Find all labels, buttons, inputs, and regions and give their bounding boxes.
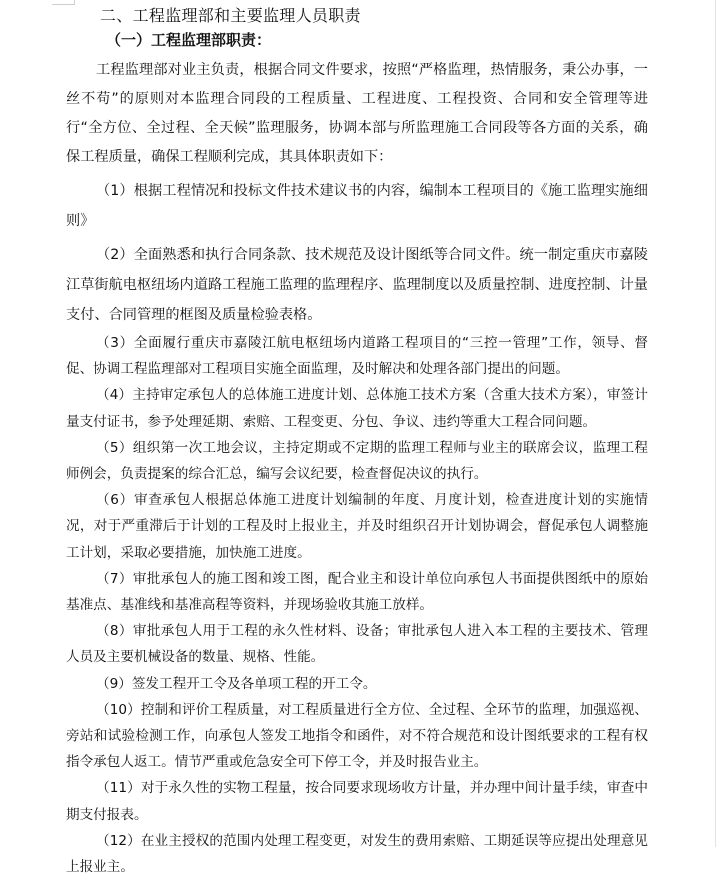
page-corner-mark — [52, 0, 75, 5]
duty-item-10: （10）控制和评价工程质量，对工程质量进行全方位、全过程、全环节的监理，加强巡视、旁站和试验检测工作，向承包人签发工地指令和函件，对不符合规范和设计图纸要求的工程有权指令承包人返工。情节严重或危急安全可下停工令，并及时报告业主。 — [66, 701, 648, 771]
duty-item-4: （4）主持审定承包人的总体施工进度计划、总体施工技术方案（含重大技术方案），审签计量支付证书，参予处理延期、索赔、工程变更、分包、争议、违约等重大工程合同问题。 — [66, 387, 648, 430]
section-heading: 二、工程监理部和主要监理人员职责 — [100, 6, 361, 25]
intro-paragraph: 工程监理部对业主负责，根据合同文件要求，按照“严格监理，热情服务，秉公办事，一丝不苟”的原则对本监理合同段的工程质量、工程进度、工程投资、合同和安全管理等进行“全方位、全过程、全天候”监理服务，协调本部与所监理施工合同段等各方面的关系，确保工程质量，确保工程顺利完成，其具体职责如下： — [66, 62, 648, 165]
duty-item-11: （11）对于永久性的实物工程量，按合同要求现场收方计量，并办理中间计量手续，审查中期支付报表。 — [66, 780, 648, 823]
duty-item-8: （8）审批承包人用于工程的永久性材料、设备；审批承包人进入本工程的主要技术、管理人员及主要机械设备的数量、规格、性能。 — [66, 623, 648, 666]
duty-item-2: （2）全面熟悉和执行合同条款、技术规范及设计图纸等合同文件。统一制定重庆市嘉陵江草街航电枢纽场内道路工程施工监理的监理程序、监理制度以及质量控制、进度控制、计量支付、合同管理的框图及质量检验表格。 — [66, 247, 648, 323]
duty-item-6: （6）审查承包人根据总体施工进度计划编制的年度、月度计划，检查进度计划的实施情况，对于严重滞后于计划的工程及时上报业主，并及时组织召开计划协调会，督促承包人调整施工计划，采取必要措施，加快施工进度。 — [66, 492, 648, 561]
duty-item-3: （3）全面履行重庆市嘉陵江航电枢纽场内道路工程项目的“三控一管理”工作，领导、督促、协调工程监理部对工程项目实施全面监理，及时解决和处理各部门提出的问题。 — [66, 335, 648, 378]
subsection-heading: （一）工程监理部职责： — [106, 31, 272, 49]
duty-item-9: （9）签发工程开工令及各单项工程的开工令。 — [96, 675, 377, 692]
duty-item-1: （1）根据工程情况和投标文件技术建议书的内容，编制本工程项目的《施工监理实施细则》 — [66, 183, 648, 229]
document-body — [66, 6, 648, 880]
duty-item-12: （12）在业主授权的范围内处理工程变更，对发生的费用索赔、工期延误等应提出处理意见上报业主。 — [66, 832, 648, 876]
duty-item-7: （7）审批承包人的施工图和竣工图，配合业主和设计单位向承包人书面提供图纸中的原始基准点、基准线和基准高程等资料，并现场验收其施工放样。 — [66, 570, 648, 614]
duty-item-5: （5）组织第一次工地会议，主持定期或不定期的监理工程师与业主的联席会议，监理工程师例会，负责提案的综合汇总，编写会议纪要，检查督促决议的执行。 — [66, 439, 648, 483]
